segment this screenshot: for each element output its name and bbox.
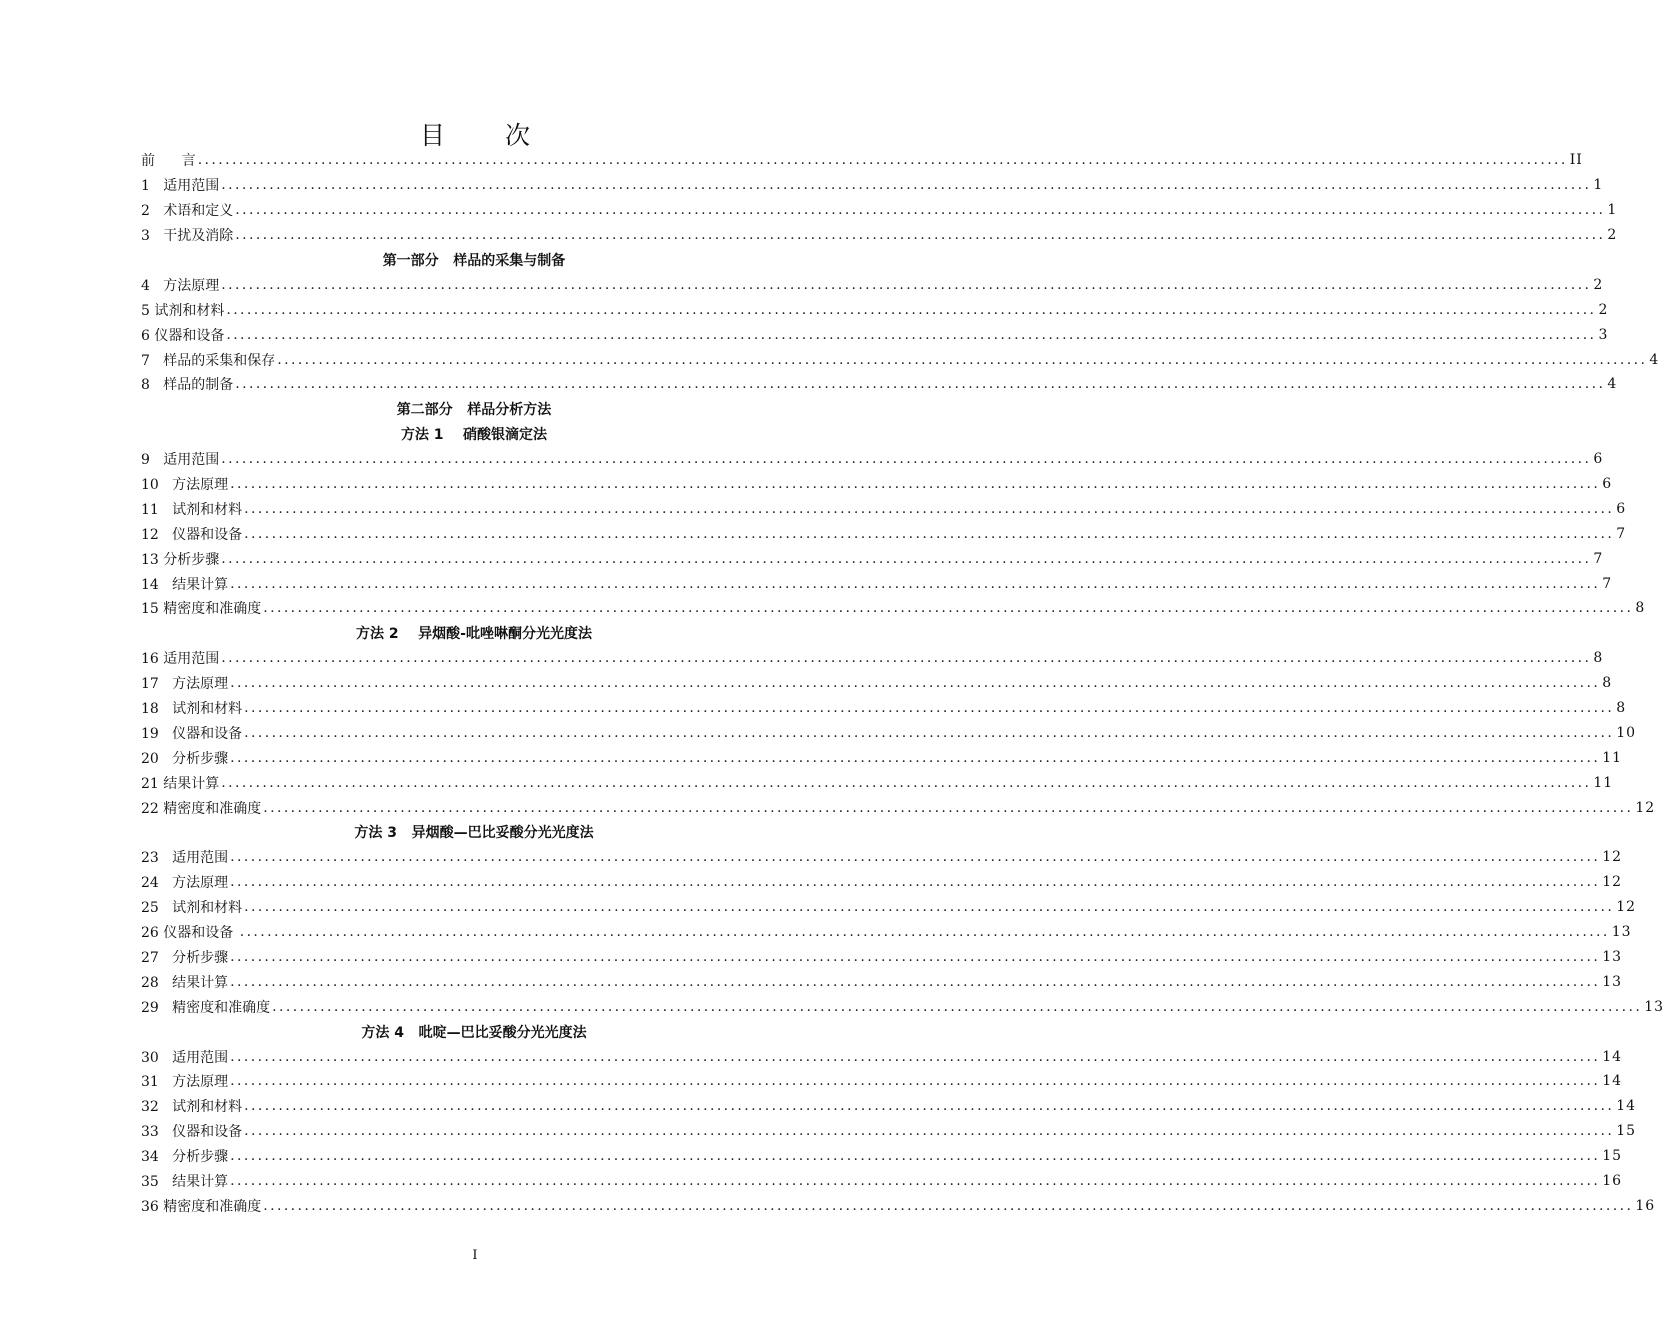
- dot-leader: ........................................................................................................................................................................................................: [263, 1197, 1634, 1214]
- toc-entry-label: 5 试剂和材料: [141, 302, 225, 319]
- dot-leader: ........................................................................................................................................................................................................: [235, 202, 1606, 219]
- toc-entry[interactable]: [141, 671, 1613, 696]
- toc-entry-label: 2 术语和定义: [141, 203, 234, 220]
- toc-entry-label: 14 结果计算: [141, 576, 229, 593]
- toc-entry-label: 22 精密度和准确度: [141, 800, 262, 817]
- toc-entry-page: 12: [1602, 874, 1623, 891]
- toc-entry[interactable]: [141, 845, 1623, 870]
- toc-entry[interactable]: [141, 646, 1604, 671]
- toc-entry-page: 8: [1593, 650, 1604, 667]
- toc-entry-label: 16 适用范围: [141, 651, 220, 668]
- dot-leader: ........................................................................................................................................................................................................: [230, 575, 1601, 592]
- toc-entry[interactable]: [141, 1119, 1637, 1144]
- toc-entry-page: 11: [1602, 749, 1623, 766]
- toc-entry-label: 33 仪器和设备: [141, 1124, 243, 1141]
- toc-entry-page: 2: [1598, 301, 1609, 318]
- section-heading: 方法 1 硝酸银滴定法: [400, 427, 548, 444]
- toc-entry[interactable]: [141, 546, 1604, 571]
- toc-entry-label: 25 试剂和材料: [141, 900, 243, 917]
- dot-leader: ........................................................................................................................................................................................................: [230, 476, 1601, 493]
- toc-entry[interactable]: [141, 198, 1618, 223]
- toc-entry[interactable]: [141, 223, 1618, 248]
- toc-entry[interactable]: [141, 322, 1609, 347]
- dot-leader: ........................................................................................................................................................................................................: [263, 600, 1634, 617]
- toc-entry[interactable]: [141, 696, 1627, 721]
- dot-leader: ........................................................................................................................................................................................................: [235, 376, 1606, 393]
- toc-entry[interactable]: [141, 148, 1583, 173]
- toc-entry[interactable]: [141, 521, 1627, 546]
- toc-entry-page: 11: [1593, 774, 1614, 791]
- toc-entry-label: 24 方法原理: [141, 875, 229, 892]
- toc-entry-page: 7: [1602, 575, 1613, 592]
- toc-entry-page: 14: [1602, 1048, 1623, 1065]
- toc-entry-label: 36 精密度和准确度: [141, 1198, 262, 1215]
- dot-leader: ........................................................................................................................................................................................................: [221, 774, 1592, 791]
- dot-leader: ........................................................................................................................................................................................................: [230, 1172, 1601, 1189]
- toc-entry-label: 30 适用范围: [141, 1049, 229, 1066]
- dot-leader: ........................................................................................................................................................................................................: [226, 301, 1597, 318]
- toc-entry-page: 4: [1607, 376, 1618, 393]
- toc-entry-label: 9 适用范围: [141, 452, 220, 469]
- toc-entry-page: 12: [1635, 799, 1656, 816]
- toc-entry[interactable]: [141, 496, 1627, 521]
- toc-entry-label: 4 方法原理: [141, 277, 220, 294]
- dot-leader: ........................................................................................................................................................................................................: [221, 451, 1592, 468]
- toc-entry-page: 2: [1593, 276, 1604, 293]
- toc-entry-page: 13: [1602, 948, 1623, 965]
- toc-entry[interactable]: [141, 596, 1646, 621]
- toc-entry-page: 12: [1602, 849, 1623, 866]
- toc-entry[interactable]: [141, 1169, 1623, 1194]
- toc-entry[interactable]: [141, 870, 1623, 895]
- toc-entry-page: 8: [1616, 700, 1627, 717]
- toc-entry-label: 7 样品的采集和保存: [141, 352, 276, 369]
- dot-leader: ........................................................................................................................................................................................................: [230, 849, 1601, 866]
- toc-entry-label: 28 结果计算: [141, 974, 229, 991]
- dot-leader: ........................................................................................................................................................................................................: [244, 1098, 1615, 1115]
- dot-leader: ........................................................................................................................................................................................................: [197, 152, 1568, 169]
- toc-entry-page: 14: [1616, 1098, 1637, 1115]
- toc-entry-page: 16: [1635, 1197, 1656, 1214]
- section-heading: 第一部分 样品的采集与制备: [382, 253, 566, 269]
- toc-entry-page: 12: [1616, 899, 1637, 916]
- toc-entry[interactable]: [141, 1094, 1637, 1119]
- toc-entry-label: 35 结果计算: [141, 1173, 229, 1190]
- toc-entry-page: 14: [1602, 1073, 1623, 1090]
- toc-entry-label: 3 干扰及消除: [141, 228, 234, 245]
- toc-entry[interactable]: [141, 447, 1604, 472]
- toc-entry-page: 6: [1602, 476, 1613, 493]
- dot-leader: ........................................................................................................................................................................................................: [226, 326, 1597, 343]
- toc-entry-page: 13: [1611, 924, 1632, 941]
- toc-entry-page: 13: [1644, 998, 1664, 1015]
- dot-leader: ........................................................................................................................................................................................................: [230, 749, 1601, 766]
- dot-leader: ........................................................................................................................................................................................................: [263, 799, 1634, 816]
- toc-entry-label: 8 样品的制备: [141, 377, 234, 394]
- dot-leader: ........................................................................................................................................................................................................: [239, 924, 1610, 941]
- toc-entry[interactable]: [141, 571, 1613, 596]
- toc-entry-label: 26 仪器和设备: [141, 925, 238, 942]
- toc-entry-label: 23 适用范围: [141, 850, 229, 867]
- toc-entry-page: 15: [1602, 1148, 1623, 1165]
- dot-leader: ........................................................................................................................................................................................................: [230, 874, 1601, 891]
- toc-entry[interactable]: [141, 969, 1623, 994]
- toc-entry-label: 19 仪器和设备: [141, 725, 243, 742]
- dot-leader: ........................................................................................................................................................................................................: [244, 700, 1615, 717]
- section-heading: 第二部分 样品分析方法: [396, 402, 552, 419]
- toc-entry[interactable]: [141, 920, 1632, 945]
- toc-entry[interactable]: [141, 720, 1637, 745]
- dot-leader: ........................................................................................................................................................................................................: [244, 525, 1615, 542]
- toc-entry-page: 7: [1616, 525, 1627, 542]
- dot-leader: ........................................................................................................................................................................................................: [230, 1048, 1601, 1065]
- dot-leader: ........................................................................................................................................................................................................: [230, 948, 1601, 965]
- toc-entry[interactable]: [141, 770, 1614, 795]
- toc-entry-page: 6: [1593, 451, 1604, 468]
- toc-entry-label: 27 分析步骤: [141, 949, 229, 966]
- toc-entry-page: II: [1569, 152, 1583, 169]
- toc-entry[interactable]: [141, 472, 1613, 497]
- toc-entry[interactable]: [141, 945, 1623, 970]
- toc-entry-page: 6: [1616, 500, 1627, 517]
- toc-entry-label: 18 试剂和材料: [141, 701, 243, 718]
- toc-entry-label: 34 分析步骤: [141, 1149, 229, 1166]
- toc-title: 目 次: [420, 121, 556, 150]
- toc-entry-page: 15: [1616, 1123, 1637, 1140]
- page-number: I: [472, 1248, 478, 1263]
- toc-entry-page: 1: [1607, 202, 1618, 219]
- toc-entry[interactable]: [141, 372, 1618, 397]
- toc-entry-page: 2: [1607, 227, 1618, 244]
- dot-leader: ........................................................................................................................................................................................................: [235, 227, 1606, 244]
- dot-leader: ........................................................................................................................................................................................................: [244, 899, 1615, 916]
- dot-leader: ........................................................................................................................................................................................................: [272, 998, 1643, 1015]
- toc-entry[interactable]: [141, 1044, 1623, 1069]
- table-of-contents: [141, 148, 1664, 1218]
- dot-leader: ........................................................................................................................................................................................................: [221, 177, 1592, 194]
- toc-entry-page: 1: [1593, 177, 1604, 194]
- section-heading: 方法 4 吡啶—巴比妥酸分光光度法: [361, 1024, 587, 1041]
- toc-entry[interactable]: [141, 1069, 1623, 1094]
- toc-entry-label: 前 言: [141, 153, 196, 170]
- toc-entry-label: 32 试剂和材料: [141, 1099, 243, 1116]
- dot-leader: ........................................................................................................................................................................................................: [221, 650, 1592, 667]
- dot-leader: ........................................................................................................................................................................................................: [244, 500, 1615, 517]
- dot-leader: ........................................................................................................................................................................................................: [221, 276, 1592, 293]
- toc-entry-page: 16: [1602, 1172, 1623, 1189]
- dot-leader: ........................................................................................................................................................................................................: [221, 550, 1592, 567]
- toc-entry-page: 3: [1598, 326, 1609, 343]
- toc-entry-label: 1 适用范围: [141, 178, 220, 195]
- toc-entry-label: 15 精密度和准确度: [141, 601, 262, 618]
- toc-entry-label: 20 分析步骤: [141, 750, 229, 767]
- toc-entry[interactable]: [141, 745, 1623, 770]
- toc-entry[interactable]: [141, 1193, 1656, 1218]
- dot-leader: ........................................................................................................................................................................................................: [230, 973, 1601, 990]
- toc-entry[interactable]: [141, 895, 1637, 920]
- toc-entry[interactable]: [141, 297, 1609, 322]
- toc-entry-page: 8: [1602, 675, 1613, 692]
- toc-entry-label: 31 方法原理: [141, 1074, 229, 1091]
- toc-entry-label: 29 精密度和准确度: [141, 999, 271, 1016]
- toc-entry-label: 12 仪器和设备: [141, 526, 243, 543]
- toc-entry-page: 4: [1649, 351, 1660, 368]
- dot-leader: ........................................................................................................................................................................................................: [230, 675, 1601, 692]
- dot-leader: ........................................................................................................................................................................................................: [277, 351, 1648, 368]
- toc-entry-label: 6 仪器和设备: [141, 327, 225, 344]
- dot-leader: ........................................................................................................................................................................................................: [244, 724, 1615, 741]
- dot-leader: ........................................................................................................................................................................................................: [230, 1073, 1601, 1090]
- dot-leader: ........................................................................................................................................................................................................: [244, 1123, 1615, 1140]
- toc-entry[interactable]: [141, 173, 1604, 198]
- toc-entry-page: 10: [1616, 724, 1637, 741]
- toc-entry[interactable]: [141, 795, 1656, 820]
- toc-entry[interactable]: [141, 994, 1664, 1019]
- toc-entry-label: 13 分析步骤: [141, 551, 220, 568]
- section-heading: 方法 3 异烟酸—巴比妥酸分光光度法: [354, 825, 594, 842]
- toc-entry-page: 8: [1635, 600, 1646, 617]
- toc-entry[interactable]: [141, 272, 1604, 297]
- toc-entry[interactable]: [141, 1144, 1623, 1169]
- toc-entry-page: 7: [1593, 550, 1604, 567]
- section-heading: 方法 2 异烟酸-吡唑啉酮分光光度法: [356, 626, 592, 643]
- dot-leader: ........................................................................................................................................................................................................: [230, 1148, 1601, 1165]
- toc-entry-page: 13: [1602, 973, 1623, 990]
- toc-entry-label: 11 试剂和材料: [141, 501, 243, 518]
- toc-entry[interactable]: [141, 347, 1660, 372]
- toc-entry-label: 17 方法原理: [141, 676, 229, 693]
- toc-entry-label: 21 结果计算: [141, 775, 220, 792]
- toc-entry-label: 10 方法原理: [141, 477, 229, 494]
